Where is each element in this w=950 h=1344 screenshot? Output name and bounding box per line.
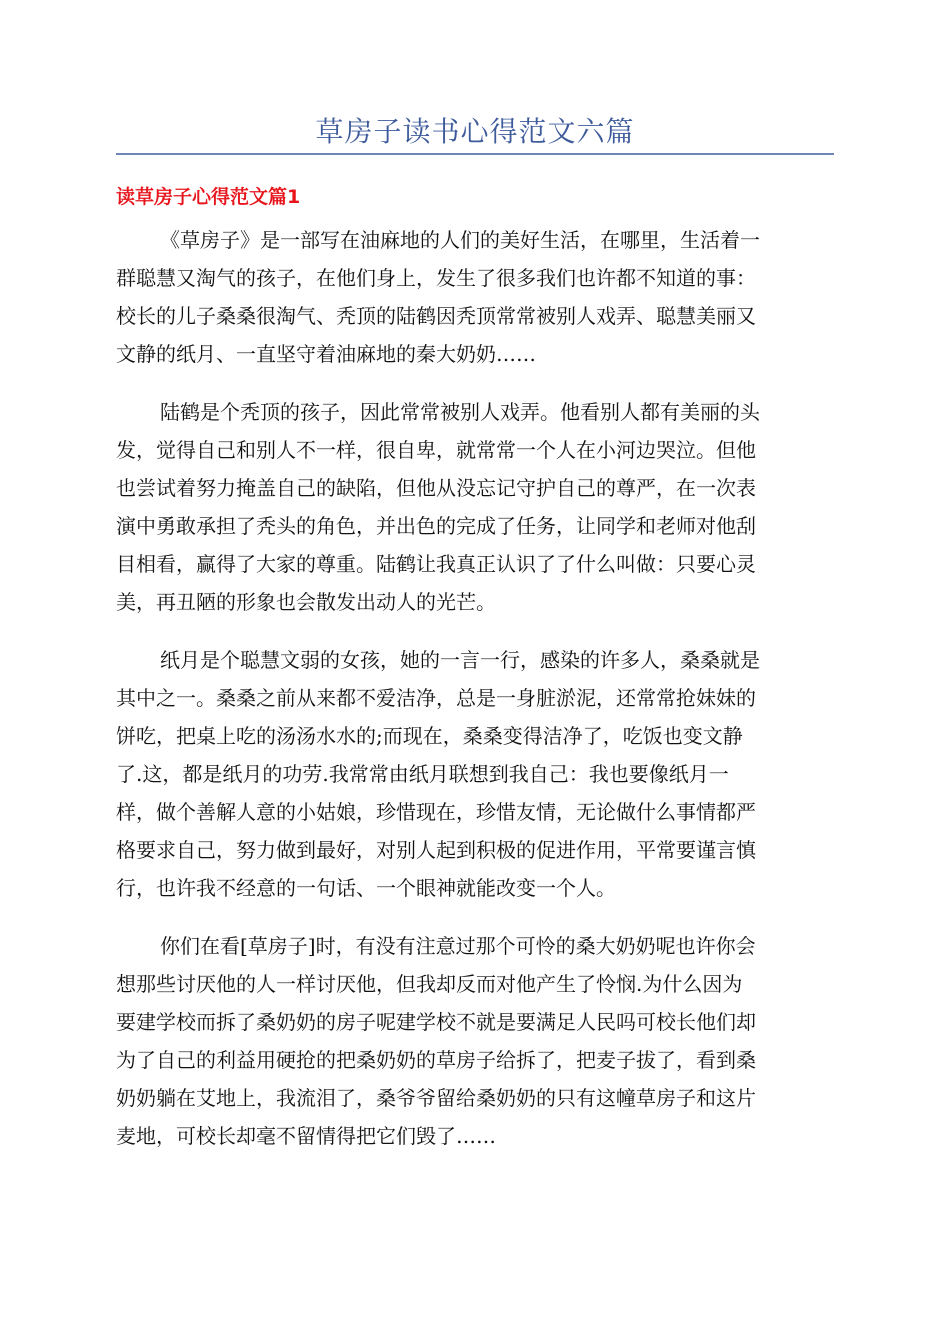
paragraph-line: 陆鹤是个秃顶的孩子，因此常常被别人戏弄。他看别人都有美丽的头 xyxy=(160,400,760,424)
document-body xyxy=(116,221,834,1175)
paragraph-3 xyxy=(116,641,834,907)
paragraph-4 xyxy=(116,927,834,1155)
paragraph-line: 校长的儿子桑桑很淘气、秃顶的陆鹤因秃顶常常被别人戏弄、聪慧美丽又 xyxy=(116,304,756,328)
paragraph-line: 奶奶躺在艾地上，我流泪了，桑爷爷留给桑奶奶的只有这幢草房子和这片 xyxy=(116,1086,756,1110)
title-underline-divider xyxy=(116,153,834,155)
paragraph-line: 麦地，可校长却毫不留情得把它们毁了…… xyxy=(116,1124,496,1148)
paragraph-line: 行，也许我不经意的一句话、一个眼神就能改变一个人。 xyxy=(116,876,616,900)
paragraph-line: 纸月是个聪慧文弱的女孩，她的一言一行，感染的许多人，桑桑就是 xyxy=(160,648,760,672)
section-heading: 读草房子心得范文篇1 xyxy=(116,186,301,208)
paragraph-line: 想那些讨厌他的人一样讨厌他，但我却反而对他产生了怜悯.为什么因为 xyxy=(116,972,743,996)
paragraph-line: 其中之一。桑桑之前从来都不爱洁净，总是一身脏淤泥，还常常抢妹妹的 xyxy=(116,686,756,710)
paragraph-line: 饼吃，把桌上吃的汤汤水水的;而现在，桑桑变得洁净了，吃饭也变文静 xyxy=(116,724,743,748)
document-title: 草房子读书心得范文六篇 xyxy=(315,115,635,148)
paragraph-line: 样，做个善解人意的小姑娘，珍惜现在，珍惜友情，无论做什么事情都严 xyxy=(116,800,756,824)
paragraph-line: 群聪慧又淘气的孩子，在他们身上，发生了很多我们也许都不知道的事： xyxy=(116,266,756,290)
paragraph-line: 文静的纸月、一直坚守着油麻地的秦大奶奶…… xyxy=(116,342,536,366)
paragraph-line: 目相看，赢得了大家的尊重。陆鹤让我真正认识了了什么叫做：只要心灵 xyxy=(116,552,756,576)
paragraph-line: 要建学校而拆了桑奶奶的房子呢建学校不就是要满足人民吗可校长他们却 xyxy=(116,1010,756,1034)
paragraph-line: 格要求自己，努力做到最好，对别人起到积极的促进作用，平常要谨言慎 xyxy=(116,838,756,862)
paragraph-line: 演中勇敢承担了秃头的角色，并出色的完成了任务，让同学和老师对他刮 xyxy=(116,514,756,538)
paragraph-line: 了.这，都是纸月的功劳.我常常由纸月联想到我自己：我也要像纸月一 xyxy=(116,762,729,786)
paragraph-2 xyxy=(116,393,834,621)
paragraph-line: 你们在看[草房子]时，有没有注意过那个可怜的桑大奶奶呢也许你会 xyxy=(160,934,756,958)
paragraph-line: 为了自己的利益用硬抢的把桑奶奶的草房子给拆了，把麦子拔了，看到桑 xyxy=(116,1048,756,1072)
paragraph-line: 也尝试着努力掩盖自己的缺陷，但他从没忘记守护自己的尊严，在一次表 xyxy=(116,476,756,500)
paragraph-line: 《草房子》是一部写在油麻地的人们的美好生活，在哪里，生活着一 xyxy=(160,228,760,252)
paragraph-1 xyxy=(116,221,834,373)
paragraph-line: 美，再丑陋的形象也会散发出动人的光芒。 xyxy=(116,590,496,614)
paragraph-line: 发，觉得自己和别人不一样，很自卑，就常常一个人在小河边哭泣。但他 xyxy=(116,438,756,462)
